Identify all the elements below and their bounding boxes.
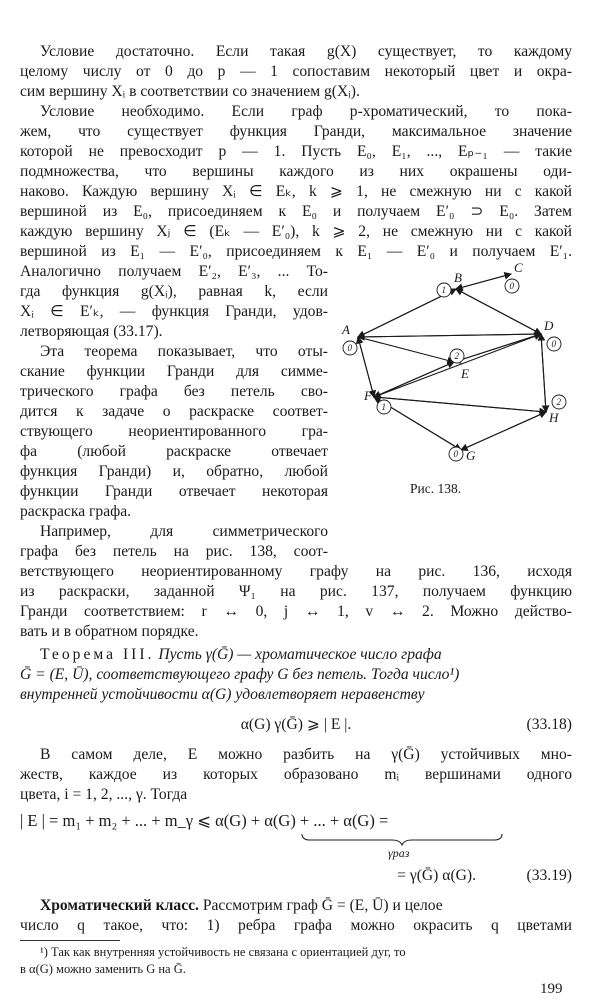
node-F: F — [364, 388, 372, 403]
node-C: C — [514, 262, 523, 275]
text-line: ветствующего неориентированному графу на рис. 136, исходя — [20, 563, 572, 580]
text-line: В самом деле, E можно разбить на γ(Ḡ) устойчивых мно- — [40, 746, 572, 763]
footnote-line: ¹) Так как внутренняя устойчивость не связана с ориентацией дуг, то — [40, 945, 406, 959]
text-line: Аналогично получаем E′₂, E′₃, ... То- — [20, 263, 328, 280]
footnote-rule — [20, 940, 120, 941]
text-line: наково. Каждую вершину Xᵢ ∈ Eₖ, k ⩾ 1, не смежную ни с какой — [20, 183, 572, 200]
theorem-line: Ḡ = (E, Ū), соответствующего графу G без петель. Тогда число¹) — [20, 666, 460, 683]
text-line: вать и в обратном порядке. — [20, 623, 199, 640]
text-line: которой не превосходит p — 1. Пусть E₀, E₁, ..., Eₚ₋₁ — такие — [20, 143, 572, 160]
node-G: G — [466, 448, 476, 463]
sum-left: | E | = m₁ + m₂ + ... + m_γ ⩽ — [20, 811, 216, 830]
text-line: число q такое, что: 1) ребра графа можно окрасить q цветами — [20, 917, 572, 934]
edge-A-E — [358, 337, 454, 362]
text-line: летворяющая (33.17). — [20, 323, 163, 340]
figure-caption: Рис. 138. — [410, 481, 462, 496]
text-line: из раскраски, заданной Ψ₁ на рис. 137, получаем функцию — [20, 583, 572, 600]
edge-C-B — [456, 274, 511, 289]
text-line: каждую вершину Xⱼ ∈ (Eₖ — E′₀), k ⩾ 2, не смежную ни с какой — [20, 223, 572, 240]
footnote-line: в α(G) можно заменить G на Ḡ. — [20, 962, 186, 976]
node-B: B — [454, 270, 462, 285]
text-line: графа без петель на рис. 138, соот- — [20, 543, 328, 560]
theorem-head: Теорема III. — [40, 646, 155, 663]
grundy-E: 2 — [454, 351, 459, 361]
edge-F-D — [374, 334, 541, 397]
node-A: A — [342, 322, 350, 337]
text-line: вершиной из E₀, присоединяем к E₀ и получаем E′₀ ⊃ E₀. Затем — [20, 203, 572, 220]
grundy-H: 2 — [556, 397, 561, 407]
grundy-A: 0 — [347, 343, 352, 353]
text-line: гда функция g(Xᵢ), равная k, если — [20, 283, 328, 300]
node-D: D — [544, 318, 554, 333]
theorem-line: внутренней устойчивости α(G) удовлетворяет неравенству — [20, 686, 425, 703]
edge-D-E — [454, 334, 541, 362]
edge-H-D — [541, 334, 546, 412]
formula-33-18: α(G) γ(Ḡ) ⩾ | E |. — [240, 716, 352, 733]
underbrace — [300, 832, 505, 846]
brace-label: γраз — [388, 846, 410, 860]
text-line: целому числу от 0 до p — 1 сопоставим некоторый цвет и окра- — [20, 63, 572, 80]
text-line: вершиной из E₁ — E′₀, присоединяем к E₁ — E′₀ и получаем E′₁. — [20, 243, 572, 260]
grundy-D: 0 — [551, 339, 556, 349]
text-line: Например, для симметрического — [40, 523, 328, 540]
theorem-text: Пусть γ(Ḡ) — хроматическое число графа — [158, 646, 442, 663]
text-line: дится к задаче о раскраске соответ- — [20, 403, 328, 420]
grundy-C: 0 — [509, 281, 514, 291]
text-line: Гранди соответствием: r ↔ 0, j ↔ 1, v ↔ 2. Можно действо- — [20, 603, 572, 620]
grundy-G: 0 — [453, 449, 458, 459]
text-line: Условие достаточно. Если такая g(X) существует, то каждому — [40, 43, 572, 60]
grundy-B: 1 — [441, 285, 446, 295]
text-line: подмножества, что вершины каждого из них окрашены оди- — [20, 163, 572, 180]
edge-H-G — [461, 412, 546, 450]
text-line: раскраска графа. — [20, 503, 132, 520]
text-line: скание функции Гранди для симме- — [20, 363, 328, 380]
text-line: Xᵢ ∈ E′ₖ, — функция Гранди, удов- — [20, 303, 328, 320]
text-line: Эта теорема показывает, что оты- — [40, 343, 328, 360]
text-line: ствующего неориентированного гра- — [20, 423, 328, 440]
edge-D-B — [456, 289, 541, 334]
text-line: фа (любой раскраске отвечает — [20, 443, 328, 460]
grundy-values — [348, 281, 562, 459]
sum-formula — [20, 811, 572, 831]
text-line: цвета, i = 1, 2, ..., γ. Тогда — [20, 786, 188, 803]
formula-33-19: = γ(Ḡ) α(G). — [397, 867, 476, 884]
text-line: функция Гранди) и, обратно, любой — [20, 463, 328, 480]
text-line: Условие необходимо. Если граф p-хроматический, то пока- — [40, 103, 572, 120]
section-text: Рассмотрим граф Ḡ = (E, Ū) и целое — [198, 897, 443, 914]
text-line: жем, что существует функция Гранди, максимальное значение — [20, 123, 572, 140]
graph-figure — [336, 262, 586, 482]
section-line — [40, 896, 572, 916]
text-line: сим вершину Xᵢ в соответствии со значением g(Xᵢ). — [20, 83, 360, 100]
text-line: жеств, каждое из которых образовано mᵢ вершинами одного — [20, 766, 572, 783]
grundy-F: 1 — [381, 402, 386, 412]
equation-number: (33.19) — [526, 867, 572, 884]
text-line: трического графа без петель сво- — [20, 383, 328, 400]
equation-number: (33.18) — [526, 716, 572, 733]
theorem-line — [40, 645, 572, 665]
edge-E-F — [374, 362, 454, 397]
text-line: функции Гранди отвечает некоторая — [20, 483, 328, 500]
sum-brace-part: α(G) + α(G) + ... + α(G) = — [215, 811, 389, 830]
section-head: Хроматический класс. — [40, 897, 199, 914]
node-H: H — [549, 410, 559, 425]
edge-D-A — [358, 334, 541, 337]
page-number: 199 — [540, 981, 563, 997]
node-E: E — [461, 366, 469, 381]
edge-H-F — [374, 397, 546, 412]
